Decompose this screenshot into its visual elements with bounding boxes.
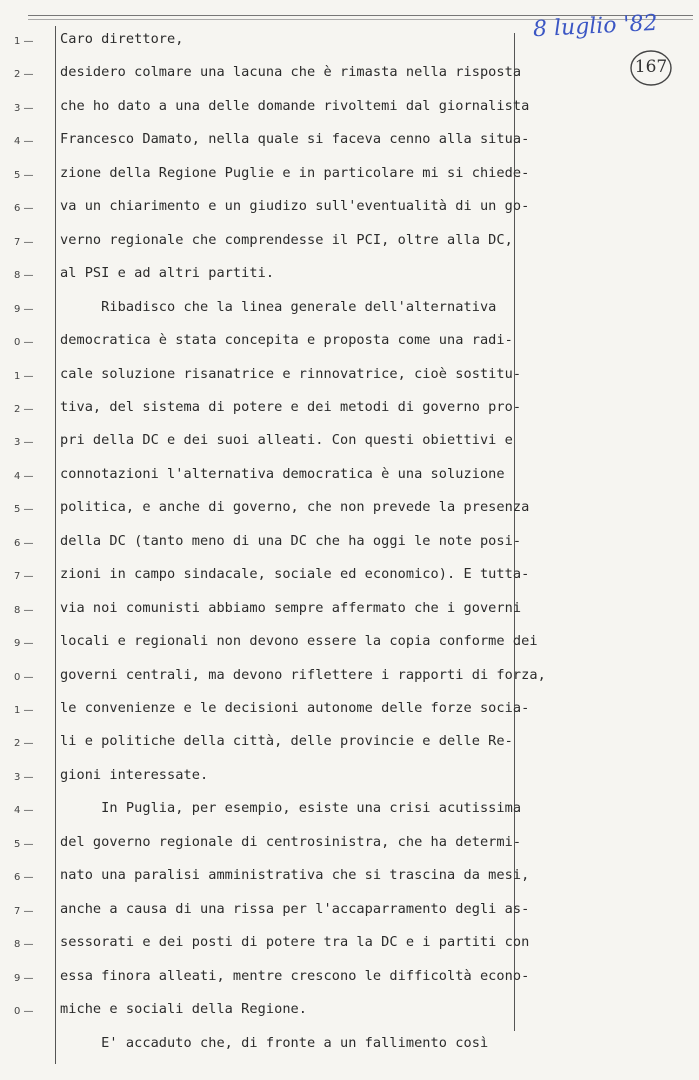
handwritten-date: 8 luglio '82 [532, 10, 659, 43]
left-margin-rule [55, 26, 56, 1064]
line-number: 4 — [14, 805, 34, 817]
line-number: 4 — [14, 470, 34, 482]
line-number: 1 — [14, 36, 34, 47]
text-line: al PSI e ad altri partiti. [60, 265, 275, 282]
text-line: li e politiche della città, delle provincie e delle Re- [60, 733, 513, 750]
line-number: 8 — [14, 604, 34, 616]
line-number: 8 — [14, 939, 34, 951]
line-number: 9 — [14, 638, 34, 650]
text-line: anche a causa di una rissa per l'accaparramento degli as- [60, 900, 530, 917]
text-line: della DC (tanto meno di una DC che ha oggi le note posi- [60, 532, 522, 549]
text-line: miche e sociali della Regione. [60, 1001, 308, 1018]
text-line: zioni in campo sindacale, sociale ed economico). E tutta- [60, 566, 530, 583]
line-number: 8 — [14, 270, 34, 282]
line-number: 2 — [14, 403, 34, 415]
text-line: connotazioni l'alternativa democratica è una soluzione [60, 465, 505, 482]
line-number: 9 — [14, 972, 34, 984]
line-number: 7 — [14, 905, 34, 917]
line-number: 6 — [14, 872, 34, 884]
page-number: 167 [634, 57, 668, 77]
text-line: che ho dato a una delle domande rivoltemi dal giornalista [60, 97, 530, 114]
line-number: 5 — [14, 504, 34, 516]
text-line: tiva, del sistema di potere e dei metodi di governo pro- [60, 398, 522, 415]
text-line: governi centrali, ma devono riflettere i rapporti di forza, [60, 666, 546, 683]
text-line: gioni interessate. [60, 766, 209, 783]
text-line: In Puglia, per esempio, esiste una crisi acutissima [60, 800, 522, 817]
line-number: 6 — [14, 537, 34, 549]
line-number: 5 — [14, 838, 34, 850]
text-line: verno regionale che comprendesse il PCI, oltre alla DC, [60, 231, 513, 248]
line-number: 3 — [14, 437, 34, 449]
page-number-stamp [629, 48, 673, 88]
text-line: cale soluzione risanatrice e rinnovatrice, cioè sostitu- [60, 365, 522, 382]
line-number: 0 — [14, 671, 34, 683]
text-line: via noi comunisti abbiamo sempre affermato che i governi [60, 599, 522, 616]
text-line: democratica è stata concepita e proposta come una radi- [60, 332, 513, 349]
line-number: 0 — [14, 337, 34, 349]
line-number: 3 — [14, 771, 34, 783]
line-number: 6 — [14, 203, 34, 215]
line-number: 0 — [14, 1006, 34, 1018]
line-number: 9 — [14, 303, 34, 315]
text-line: E' accaduto che, di fronte a un fallimento così [60, 1034, 489, 1051]
text-line: politica, e anche di governo, che non prevede la presenza [60, 499, 530, 516]
text-line: zione della Regione Puglie e in particolare mi si chiede- [60, 164, 530, 181]
line-number: 5 — [14, 169, 34, 181]
text-line: sessorati e dei posti di potere tra la DC e i partiti con [60, 934, 530, 951]
line-number: 7 — [14, 571, 34, 583]
line-number: 7 — [14, 236, 34, 248]
text-line: le convenienze e le decisioni autonome delle forze socia- [60, 700, 530, 716]
text-line: Ribadisco che la linea generale dell'alternativa [60, 298, 497, 315]
text-line: Caro direttore, [60, 31, 184, 47]
line-number: 4 — [14, 136, 34, 148]
text-line: nato una paralisi amministrativa che si trascina da mesi, [60, 867, 530, 884]
line-number: 3 — [14, 102, 34, 114]
text-line: desidero colmare una lacuna che è rimasta nella risposta [60, 64, 522, 81]
text-line: pri della DC e dei suoi alleati. Con questi obiettivi e [60, 432, 513, 449]
text-line: Francesco Damato, nella quale si faceva cenno alla situa- [60, 131, 530, 148]
text-line: locali e regionali non devono essere la copia conforme dei [60, 633, 538, 650]
line-number: 1 — [14, 370, 34, 382]
text-line: essa finora alleati, mentre crescono le difficoltà econo- [60, 967, 530, 984]
line-number: 1 — [14, 705, 34, 716]
line-number: 2 — [14, 69, 34, 81]
line-number: 2 — [14, 738, 34, 750]
text-line: va un chiarimento e un giudizo sull'eventualità di un go- [60, 198, 530, 215]
text-line: del governo regionale di centrosinistra, che ha determi- [60, 833, 522, 850]
